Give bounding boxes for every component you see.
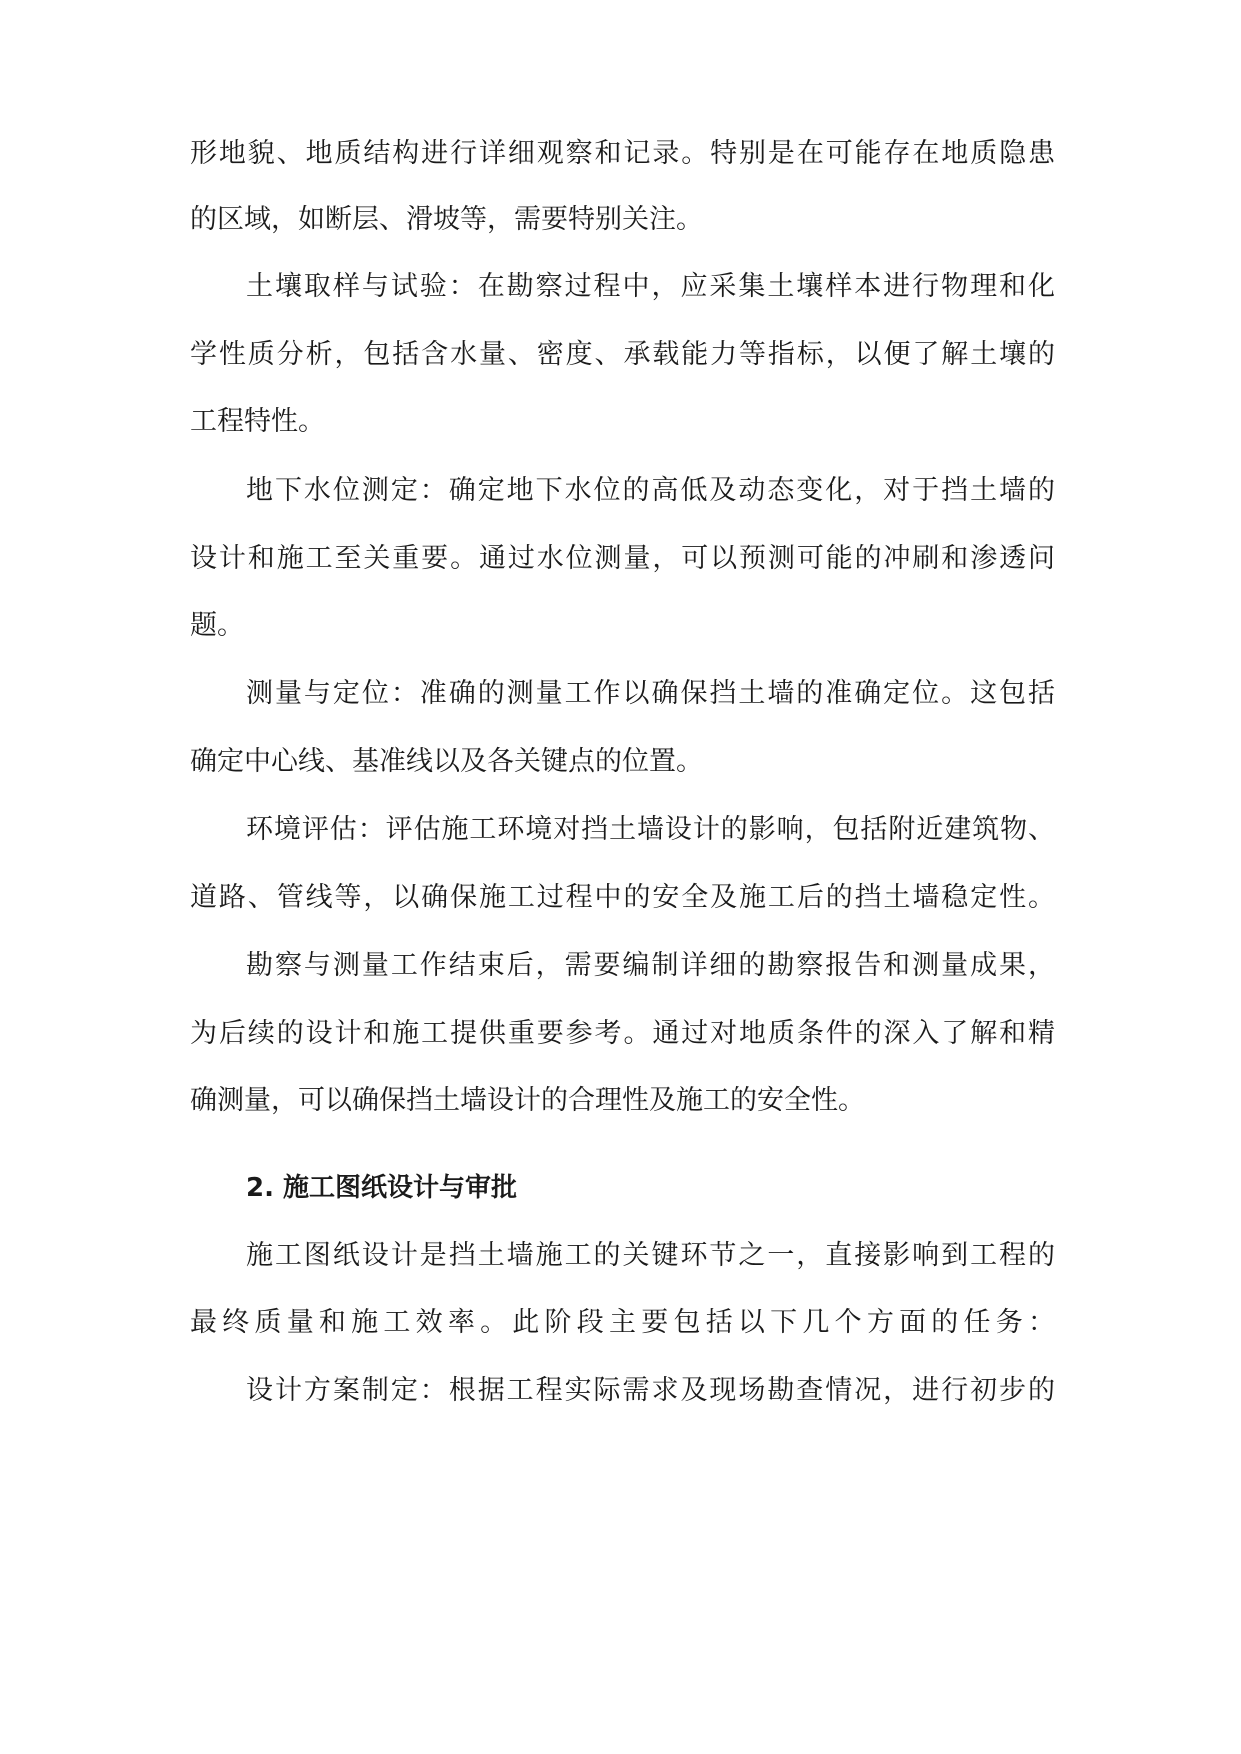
- paragraph-line: 施工图纸设计是挡土墙施工的关键环节之一，直接影响到工程的: [246, 1240, 1055, 1271]
- paragraph-line: 的区域，如断层、滑坡等，需要特别关注。: [190, 204, 703, 235]
- paragraph-line: 工程特性。: [190, 406, 325, 437]
- paragraph-line: 为后续的设计和施工提供重要参考。通过对地质条件的深入了解和精: [190, 1018, 1055, 1049]
- paragraph-line: 确测量，可以确保挡土墙设计的合理性及施工的安全性。: [190, 1085, 865, 1116]
- paragraph-line: 道路、管线等，以确保施工过程中的安全及施工后的挡土墙稳定性。: [190, 882, 1055, 913]
- paragraph-line: 设计方案制定：根据工程实际需求及现场勘查情况，进行初步的: [246, 1375, 1055, 1406]
- paragraph-line: 勘察与测量工作结束后，需要编制详细的勘察报告和测量成果，: [246, 950, 1055, 981]
- paragraph-line: 土壤取样与试验：在勘察过程中，应采集土壤样本进行物理和化: [246, 271, 1055, 302]
- paragraph-line: 环境评估：评估施工环境对挡土墙设计的影响，包括附近建筑物、: [246, 814, 1055, 845]
- paragraph-line: 测量与定位：准确的测量工作以确保挡土墙的准确定位。这包括: [246, 678, 1055, 709]
- paragraph-line: 最终质量和施工效率。此阶段主要包括以下几个方面的任务：: [190, 1307, 1055, 1338]
- paragraph-line: 学性质分析，包括含水量、密度、承载能力等指标，以便了解土壤的: [190, 339, 1055, 370]
- paragraph-line: 形地貌、地质结构进行详细观察和记录。特别是在可能存在地质隐患: [190, 138, 1055, 169]
- section-heading: 2. 施工图纸设计与审批: [246, 1173, 518, 1203]
- paragraph-line: 设计和施工至关重要。通过水位测量，可以预测可能的冲刷和渗透问: [190, 543, 1055, 574]
- paragraph-line: 确定中心线、基准线以及各关键点的位置。: [190, 746, 703, 777]
- paragraph-line: 地下水位测定：确定地下水位的高低及动态变化，对于挡土墙的: [246, 475, 1055, 506]
- paragraph-line: 题。: [190, 610, 244, 641]
